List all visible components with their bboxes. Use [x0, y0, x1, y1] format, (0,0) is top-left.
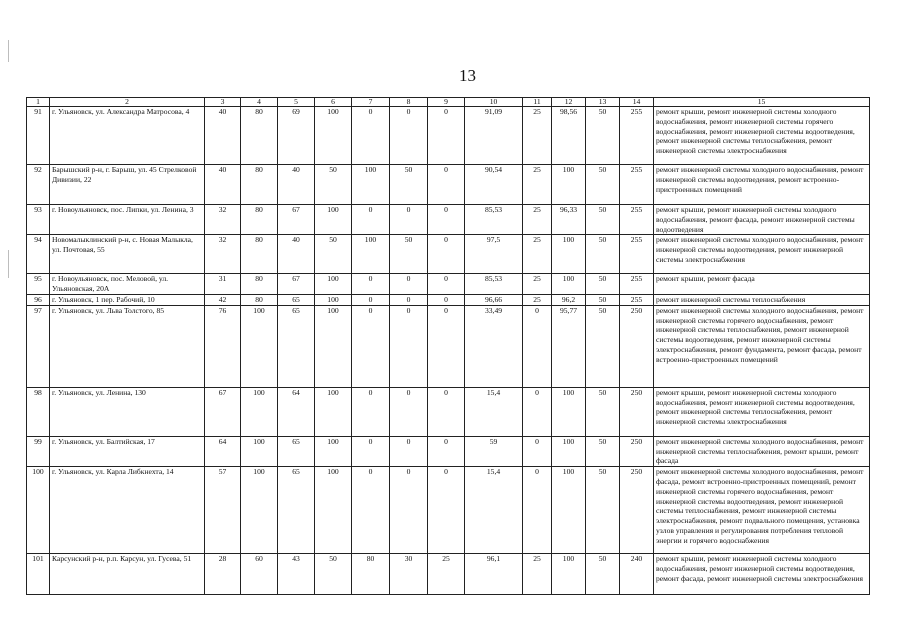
- indicator-cell: 80: [241, 107, 278, 165]
- column-header: 5: [278, 98, 315, 107]
- header-row: [27, 98, 870, 107]
- indicator-cell: 96,2: [552, 294, 586, 305]
- repair-works-cell: ремонт инженерной системы холодного водоснабжения, ремонт инженерной системы теплоснабжения, ремонт крыши, ремонт фасада: [654, 436, 870, 466]
- indicator-cell: 0: [390, 467, 428, 554]
- indicator-cell: 67: [278, 274, 315, 295]
- indicator-cell: 0: [390, 387, 428, 436]
- indicator-cell: 50: [315, 165, 352, 205]
- row-number-cell: 99: [27, 436, 50, 466]
- repair-works-cell: ремонт инженерной системы холодного водоснабжения, ремонт фасада, ремонт встроенно-пристроенных помещений, ремонт инженерной системы горячего водоснабжения, ремонт инженерной системы водоотведения, ремонт инженерной системы теплоснабжения, ремонт инженерной системы электроснабжения, ремонт подвального помещения, установка узлов управления и регулирования потребления тепловой энергии и горячего водоснабжения: [654, 467, 870, 554]
- indicator-cell: 100: [241, 305, 278, 387]
- indicator-cell: 64: [278, 387, 315, 436]
- indicator-cell: 50: [586, 274, 620, 295]
- column-header: 2: [50, 98, 205, 107]
- indicator-cell: 0: [523, 305, 552, 387]
- indicator-cell: 65: [278, 305, 315, 387]
- table-row: [27, 294, 870, 305]
- indicator-cell: 91,09: [465, 107, 523, 165]
- indicator-cell: 255: [620, 205, 654, 235]
- indicator-cell: 80: [352, 554, 390, 595]
- indicator-cell: 25: [523, 294, 552, 305]
- table-row: [27, 165, 870, 205]
- indicator-cell: 43: [278, 554, 315, 595]
- indicator-cell: 76: [205, 305, 241, 387]
- column-header: 1: [27, 98, 50, 107]
- repair-works-cell: ремонт инженерной системы теплоснабжения: [654, 294, 870, 305]
- column-header: 3: [205, 98, 241, 107]
- address-cell: Новомалыклинский р-н, с. Новая Малыкла, ул. Почтовая, 55: [50, 235, 205, 274]
- indicator-cell: 0: [352, 205, 390, 235]
- column-header: 8: [390, 98, 428, 107]
- indicator-cell: 25: [523, 274, 552, 295]
- indicator-cell: 96,33: [552, 205, 586, 235]
- indicator-cell: 0: [352, 274, 390, 295]
- indicator-cell: 69: [278, 107, 315, 165]
- indicator-cell: 100: [552, 436, 586, 466]
- indicator-cell: 100: [552, 274, 586, 295]
- indicator-cell: 0: [428, 274, 465, 295]
- indicator-cell: 65: [278, 436, 315, 466]
- indicator-cell: 85,53: [465, 274, 523, 295]
- indicator-cell: 100: [315, 274, 352, 295]
- indicator-cell: 0: [428, 294, 465, 305]
- indicator-cell: 0: [352, 467, 390, 554]
- address-cell: г. Ульяновск, ул. Карла Либкнехта, 14: [50, 467, 205, 554]
- indicator-cell: 255: [620, 294, 654, 305]
- address-cell: г. Ульяновск, ул. Александра Матросова, 4: [50, 107, 205, 165]
- indicator-cell: 50: [586, 554, 620, 595]
- indicator-cell: 0: [428, 205, 465, 235]
- indicator-cell: 50: [586, 107, 620, 165]
- indicator-cell: 0: [428, 165, 465, 205]
- table-row: [27, 235, 870, 274]
- indicator-cell: 100: [315, 436, 352, 466]
- row-number-cell: 93: [27, 205, 50, 235]
- table-row: [27, 205, 870, 235]
- column-header: 7: [352, 98, 390, 107]
- indicator-cell: 100: [352, 235, 390, 274]
- indicator-cell: 0: [352, 387, 390, 436]
- indicator-cell: 32: [205, 235, 241, 274]
- column-header: 15: [654, 98, 870, 107]
- indicator-cell: 50: [390, 235, 428, 274]
- row-number-cell: 100: [27, 467, 50, 554]
- indicator-cell: 50: [586, 205, 620, 235]
- indicator-cell: 100: [552, 554, 586, 595]
- indicator-cell: 40: [205, 107, 241, 165]
- indicator-cell: 25: [428, 554, 465, 595]
- indicator-cell: 80: [241, 274, 278, 295]
- table-row: [27, 274, 870, 295]
- column-header: 10: [465, 98, 523, 107]
- indicator-cell: 67: [278, 205, 315, 235]
- indicator-cell: 96,66: [465, 294, 523, 305]
- indicator-cell: 15,4: [465, 467, 523, 554]
- column-header: 6: [315, 98, 352, 107]
- indicator-cell: 100: [315, 467, 352, 554]
- indicator-cell: 80: [241, 294, 278, 305]
- indicator-cell: 0: [390, 294, 428, 305]
- indicator-cell: 0: [428, 467, 465, 554]
- repair-works-cell: ремонт крыши, ремонт фасада: [654, 274, 870, 295]
- indicator-cell: 0: [523, 387, 552, 436]
- table-row: [27, 554, 870, 595]
- address-cell: г. Ульяновск, ул. Льва Толстого, 85: [50, 305, 205, 387]
- indicator-cell: 30: [390, 554, 428, 595]
- indicator-cell: 50: [315, 235, 352, 274]
- indicator-cell: 100: [552, 235, 586, 274]
- indicator-cell: 50: [315, 554, 352, 595]
- indicator-cell: 97,5: [465, 235, 523, 274]
- indicator-cell: 0: [428, 107, 465, 165]
- indicator-cell: 250: [620, 305, 654, 387]
- indicator-cell: 32: [205, 205, 241, 235]
- scan-edge-mark: [8, 40, 9, 62]
- indicator-cell: 0: [352, 294, 390, 305]
- indicator-cell: 40: [205, 165, 241, 205]
- indicator-cell: 0: [390, 305, 428, 387]
- indicator-cell: 33,49: [465, 305, 523, 387]
- indicator-cell: 100: [241, 436, 278, 466]
- indicator-cell: 50: [586, 235, 620, 274]
- row-number-cell: 101: [27, 554, 50, 595]
- indicator-cell: 42: [205, 294, 241, 305]
- indicator-cell: 25: [523, 235, 552, 274]
- repair-works-cell: ремонт крыши, ремонт инженерной системы холодного водоснабжения, ремонт инженерной системы горячего водоснабжения, ремонт инженерной системы водоотведения, ремонт инженерной системы теплоснабжения, ремонт инженерной системы электроснабжения: [654, 107, 870, 165]
- indicator-cell: 0: [390, 436, 428, 466]
- repair-works-cell: ремонт инженерной системы холодного водоснабжения, ремонт инженерной системы горячего водоснабжения, ремонт инженерной системы теплоснабжения, ремонт инженерной системы водоотведения, ремонт инженерной системы электроснабжения, ремонт фундамента, ремонт фасада, ремонт встроенно-пристроенных помещений: [654, 305, 870, 387]
- indicator-cell: 0: [428, 305, 465, 387]
- repair-works-cell: ремонт инженерной системы холодного водоснабжения, ремонт инженерной системы водоотведения, ремонт встроенно-пристроенных помещений: [654, 165, 870, 205]
- indicator-cell: 60: [241, 554, 278, 595]
- address-cell: г. Ульяновск, 1 пер. Рабочий, 10: [50, 294, 205, 305]
- column-header: 4: [241, 98, 278, 107]
- indicator-cell: 0: [428, 235, 465, 274]
- column-header: 11: [523, 98, 552, 107]
- indicator-cell: 255: [620, 165, 654, 205]
- indicator-cell: 0: [352, 107, 390, 165]
- scan-edge-mark: [8, 250, 9, 278]
- row-number-cell: 92: [27, 165, 50, 205]
- indicator-cell: 0: [390, 205, 428, 235]
- indicator-cell: 50: [586, 467, 620, 554]
- table-row: [27, 387, 870, 436]
- indicator-cell: 255: [620, 235, 654, 274]
- indicator-cell: 50: [586, 165, 620, 205]
- indicator-cell: 100: [315, 294, 352, 305]
- indicator-cell: 28: [205, 554, 241, 595]
- repair-works-cell: ремонт крыши, ремонт инженерной системы холодного водоснабжения, ремонт фасада, ремонт инженерной системы водоотведения: [654, 205, 870, 235]
- row-number-cell: 94: [27, 235, 50, 274]
- indicator-cell: 90,54: [465, 165, 523, 205]
- indicator-cell: 100: [241, 467, 278, 554]
- indicator-cell: 50: [586, 436, 620, 466]
- indicator-cell: 0: [428, 436, 465, 466]
- indicator-cell: 25: [523, 165, 552, 205]
- indicator-cell: 240: [620, 554, 654, 595]
- address-cell: г. Ульяновск, ул. Балтийская, 17: [50, 436, 205, 466]
- indicator-cell: 255: [620, 274, 654, 295]
- column-header: 12: [552, 98, 586, 107]
- indicator-cell: 57: [205, 467, 241, 554]
- repair-works-cell: ремонт крыши, ремонт инженерной системы холодного водоснабжения, ремонт инженерной системы водоотведения, ремонт инженерной системы теплоснабжения, ремонт инженерной системы электроснабжения: [654, 387, 870, 436]
- indicator-cell: 98,56: [552, 107, 586, 165]
- indicator-cell: 31: [205, 274, 241, 295]
- indicator-cell: 15,4: [465, 387, 523, 436]
- table-row: [27, 305, 870, 387]
- indicator-cell: 0: [390, 274, 428, 295]
- indicator-cell: 250: [620, 387, 654, 436]
- address-cell: г. Новоульяновск, пос. Меловой, ул. Ульяновская, 20А: [50, 274, 205, 295]
- indicator-cell: 0: [390, 107, 428, 165]
- indicator-cell: 0: [428, 387, 465, 436]
- indicator-cell: 100: [552, 467, 586, 554]
- indicator-cell: 50: [586, 294, 620, 305]
- indicator-cell: 250: [620, 467, 654, 554]
- indicator-cell: 0: [352, 436, 390, 466]
- indicator-cell: 100: [315, 387, 352, 436]
- indicator-cell: 100: [352, 165, 390, 205]
- indicator-cell: 255: [620, 107, 654, 165]
- address-cell: г. Ульяновск, ул. Ленина, 130: [50, 387, 205, 436]
- column-header: 14: [620, 98, 654, 107]
- indicator-cell: 0: [352, 305, 390, 387]
- indicator-cell: 0: [523, 467, 552, 554]
- indicator-cell: 25: [523, 205, 552, 235]
- indicator-cell: 25: [523, 107, 552, 165]
- address-cell: Барышский р-н, г. Барыш, ул. 45 Стрелковой Дивизии, 22: [50, 165, 205, 205]
- indicator-cell: 50: [586, 387, 620, 436]
- column-header: 13: [586, 98, 620, 107]
- indicator-cell: 100: [552, 165, 586, 205]
- row-number-cell: 97: [27, 305, 50, 387]
- indicator-cell: 67: [205, 387, 241, 436]
- repair-works-cell: ремонт крыши, ремонт инженерной системы холодного водоснабжения, ремонт инженерной системы водоотведения, ремонт фасада, ремонт инженерной системы электроснабжения: [654, 554, 870, 595]
- indicator-cell: 100: [315, 205, 352, 235]
- indicator-cell: 40: [278, 235, 315, 274]
- table-row: [27, 107, 870, 165]
- table-row: [27, 436, 870, 466]
- row-number-cell: 91: [27, 107, 50, 165]
- indicator-cell: 80: [241, 165, 278, 205]
- indicator-cell: 85,53: [465, 205, 523, 235]
- indicator-cell: 250: [620, 436, 654, 466]
- address-cell: Карсунский р-н, р.п. Карсун, ул. Гусева, 51: [50, 554, 205, 595]
- indicator-cell: 100: [315, 305, 352, 387]
- indicator-cell: 50: [390, 165, 428, 205]
- indicator-cell: 65: [278, 467, 315, 554]
- address-cell: г. Новоульяновск, пос. Липки, ул. Ленина, 3: [50, 205, 205, 235]
- table-row: [27, 467, 870, 554]
- indicator-cell: 65: [278, 294, 315, 305]
- repair-works-cell: ремонт инженерной системы холодного водоснабжения, ремонт инженерной системы водоотведения, ремонт инженерной системы электроснабжения: [654, 235, 870, 274]
- row-number-cell: 96: [27, 294, 50, 305]
- row-number-cell: 98: [27, 387, 50, 436]
- indicator-cell: 59: [465, 436, 523, 466]
- indicator-cell: 64: [205, 436, 241, 466]
- indicator-cell: 80: [241, 205, 278, 235]
- indicator-cell: 100: [315, 107, 352, 165]
- indicator-cell: 25: [523, 554, 552, 595]
- indicator-cell: 0: [523, 436, 552, 466]
- indicator-cell: 100: [552, 387, 586, 436]
- housing-repair-table: [26, 97, 870, 595]
- indicator-cell: 96,1: [465, 554, 523, 595]
- column-header: 9: [428, 98, 465, 107]
- indicator-cell: 80: [241, 235, 278, 274]
- indicator-cell: 40: [278, 165, 315, 205]
- row-number-cell: 95: [27, 274, 50, 295]
- page-number: 13: [459, 66, 476, 85]
- indicator-cell: 95,77: [552, 305, 586, 387]
- indicator-cell: 100: [241, 387, 278, 436]
- indicator-cell: 50: [586, 305, 620, 387]
